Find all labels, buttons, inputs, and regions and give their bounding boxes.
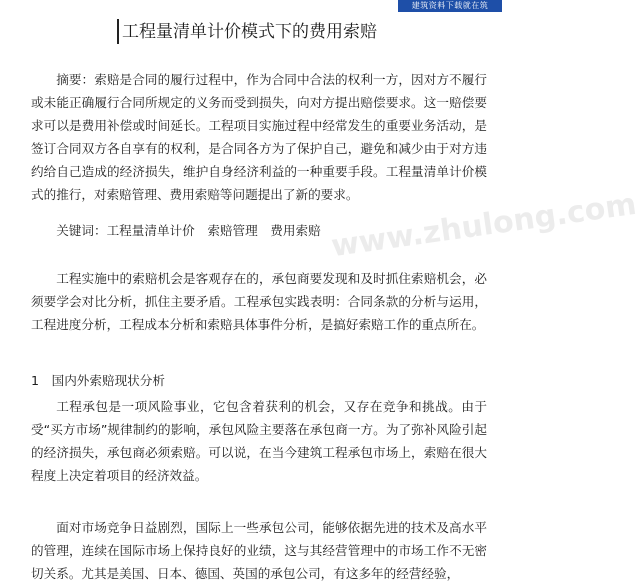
- abstract-paragraph: 摘要：索赔是合同的履行过程中，作为合同中合法的权利一方，因对方不履行或未能正确履行合同所规定的义务而受到损失，向对方提出赔偿要求。这一赔偿要求可以是费用补偿或时间延长。工程项目实施过程中经常发生的重要业务活动，是签订合同双方各自享有的权利，是合同各方为了保护自己，避免和减少由于对方违约给自己造成的经济损失，维护自身经济利益的一种重要手段。工程量清单计价模式的推行，对索赔管理、费用索赔等问题提出了新的要求。: [31, 72, 487, 202]
- section-heading-1: 1 国内外索赔现状分析: [31, 373, 165, 388]
- background-watermark: www.zhulong.com: [329, 186, 639, 265]
- body-paragraph-2: 工程承包是一项风险事业，它包含着获利的机会，又存在竞争和挑战。由于受“买方市场”规律制约的影响，承包风险主要落在承包商一方。为了弥补风险引起的经济损失，承包商必须索赔。可以说，在当今建筑工程承包市场上，索赔在很大程度上决定着项目的经济效益。: [31, 399, 487, 483]
- text-cursor: [117, 19, 119, 44]
- document-title: 工程量清单计价模式下的费用索赔: [122, 22, 377, 42]
- body-paragraph-3: 面对市场竞争日益剧烈，国际上一些承包公司，能够依据先进的技术及高水平的管理，连续在国际市场上保持良好的业绩，这与其经营管理中的市场工作不无密切关系。尤其是美国、日本、德国、英国的承包公司，有这多年的经营经验，: [31, 520, 487, 581]
- keywords-line: 关键词：工程量清单计价 索赔管理 费用索赔: [56, 223, 321, 238]
- corner-download-tag[interactable]: 建筑资料下载就在筑: [398, 0, 502, 12]
- body-paragraph-1: 工程实施中的索赔机会是客观存在的，承包商要发现和及时抓住索赔机会，必须要学会对比分析，抓住主要矛盾。工程承包实践表明：合同条款的分析与运用，工程进度分析，工程成本分析和索赔具体事件分析，是搞好索赔工作的重点所在。: [31, 271, 487, 332]
